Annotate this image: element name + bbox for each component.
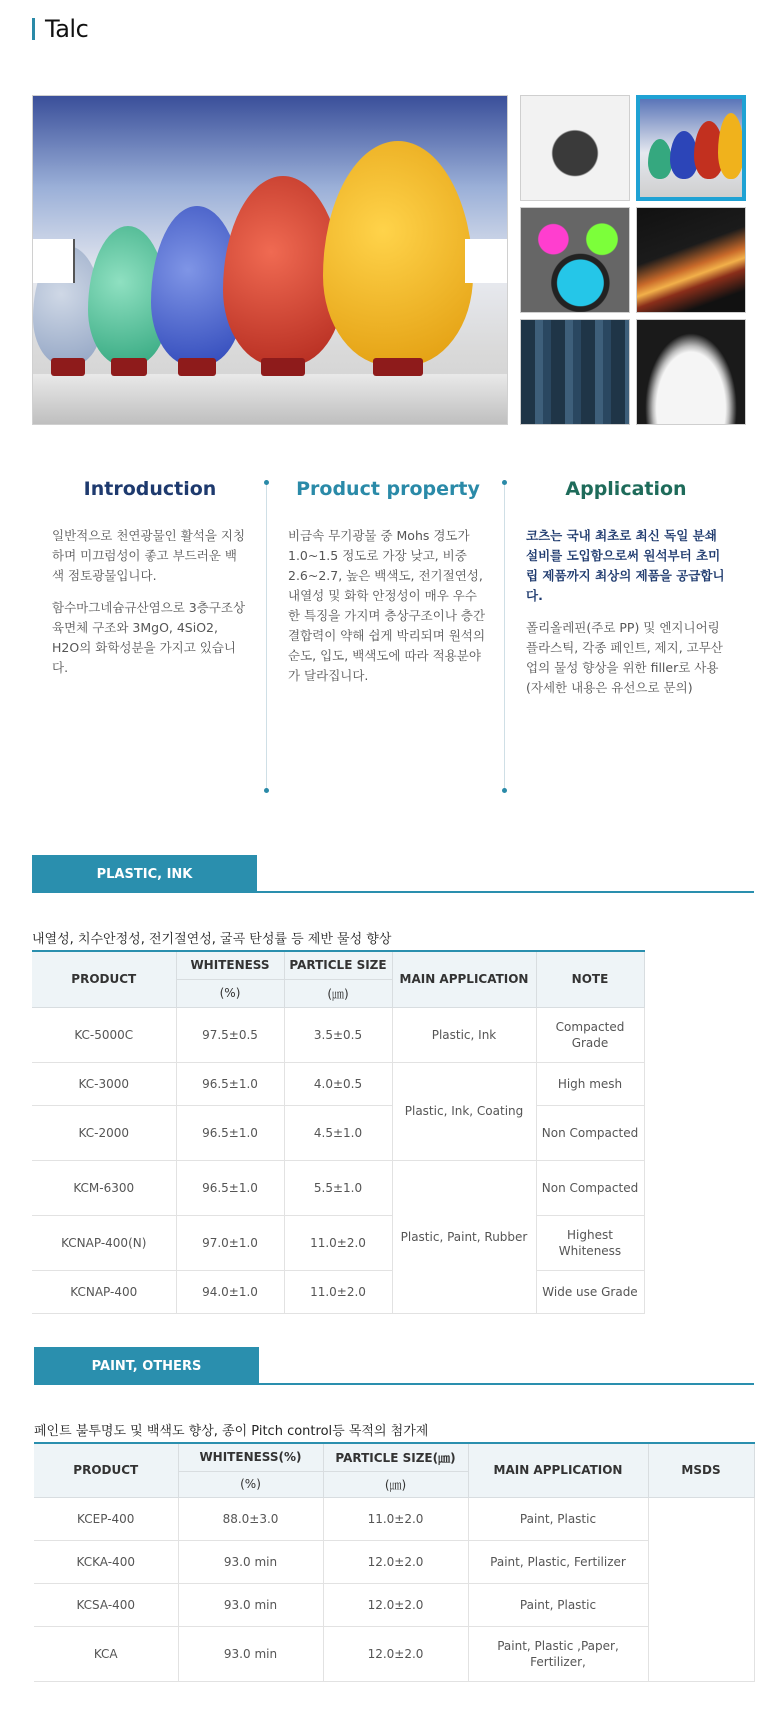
application-lead: 코츠는 국내 최초로 최신 독일 분쇄설비를 도입함으로써 원석부터 초미립 제품까지 최상의 제품을 공급합니다. — [526, 528, 725, 603]
cell-particle: 12.0±2.0 — [323, 1626, 468, 1681]
cell-particle: 4.5±1.0 — [284, 1105, 392, 1160]
plastic-spec-table — [32, 950, 645, 1314]
col-header-msds: MSDS — [648, 1443, 754, 1497]
cell-whiteness: 93.0 min — [178, 1583, 323, 1626]
col-header-whiteness: WHITENESS(%) — [178, 1443, 323, 1471]
col-header-whiteness-unit: (%) — [176, 979, 284, 1007]
talc-powder-thumbnail[interactable] — [636, 319, 746, 425]
paint-section-header — [34, 1347, 754, 1385]
jar-cap — [261, 358, 305, 376]
table-row — [32, 1270, 644, 1313]
cell-note: Wide use Grade — [536, 1270, 644, 1313]
col-header-note: NOTE — [536, 951, 644, 1007]
table-row — [34, 1583, 754, 1626]
cell-particle: 11.0±2.0 — [323, 1497, 468, 1540]
col-header-product: PRODUCT — [32, 951, 176, 1007]
application-column — [516, 478, 736, 710]
cell-particle: 11.0±2.0 — [284, 1270, 392, 1313]
cell-particle: 3.5±0.5 — [284, 1007, 392, 1062]
cell-particle: 11.0±2.0 — [284, 1215, 392, 1270]
cell-whiteness: 97.0±1.0 — [176, 1215, 284, 1270]
cell-product: KCKA-400 — [34, 1540, 178, 1583]
plastic-section-header — [32, 855, 754, 893]
cell-whiteness: 94.0±1.0 — [176, 1270, 284, 1313]
section-rule — [34, 1383, 754, 1385]
property-column — [278, 478, 498, 698]
cell-particle: 12.0±2.0 — [323, 1540, 468, 1583]
col-header-particle: PARTICLE SIZE(㎛) — [323, 1443, 468, 1471]
table-row — [32, 1062, 644, 1105]
col-header-product: PRODUCT — [34, 1443, 178, 1497]
page-title-text: Talc — [45, 15, 89, 43]
cell-note: High mesh — [536, 1062, 644, 1105]
paint-description: 페인트 불투명도 및 백색도 향상, 종이 Pitch control등 목적의 첨가제 — [34, 1424, 429, 1439]
col-header-whiteness-unit: (%) — [178, 1471, 323, 1497]
cell-whiteness: 97.5±0.5 — [176, 1007, 284, 1062]
paint-cans-thumbnail[interactable] — [520, 207, 630, 313]
cell-whiteness: 93.0 min — [178, 1626, 323, 1681]
col-header-particle: PARTICLE SIZE — [284, 951, 392, 979]
table-row — [34, 1497, 754, 1540]
plastic-tab[interactable]: PLASTIC, INK — [32, 855, 257, 893]
table-row — [32, 1007, 644, 1062]
cell-whiteness: 96.5±1.0 — [176, 1062, 284, 1105]
cell-product: KCEP-400 — [34, 1497, 178, 1540]
cell-application: Paint, Plastic, Fertilizer — [468, 1540, 648, 1583]
application-paragraph: 폴리올레핀(주로 PP) 및 엔지니어링 플라스틱, 각종 페인트, 제지, 고무산업의 물성 향상을 위한 filler로 사용(자세한 내용은 유선으로 문의) — [526, 620, 723, 695]
property-heading: Product property — [296, 478, 480, 500]
divider-dot — [264, 480, 269, 485]
table-row — [32, 1160, 644, 1215]
cell-product: KCSA-400 — [34, 1583, 178, 1626]
divider-dot — [264, 788, 269, 793]
cables-thumbnail[interactable] — [636, 207, 746, 313]
cell-whiteness: 88.0±3.0 — [178, 1497, 323, 1540]
plastic-pellets-thumbnail[interactable] — [636, 95, 746, 201]
col-header-particle-unit: (㎛) — [284, 979, 392, 1007]
cell-application: Plastic, Paint, Rubber — [392, 1160, 536, 1313]
cell-note: Highest Whiteness — [536, 1215, 644, 1270]
col-header-application: MAIN APPLICATION — [468, 1443, 648, 1497]
pellet-jar-green — [648, 139, 672, 179]
page-title — [32, 14, 88, 44]
divider-dot — [502, 480, 507, 485]
cell-note: Compacted Grade — [536, 1007, 644, 1062]
cell-product: KCA — [34, 1626, 178, 1681]
cell-application: Paint, Plastic ,Paper, Fertilizer, — [468, 1626, 648, 1681]
section-rule — [32, 891, 754, 893]
introduction-paragraph: 함수마그네슘규산염으로 3층구조상 육면체 구조와 3MgO, 4SiO2, H2O의 화학성분을 가지고 있습니다. — [52, 600, 246, 675]
cell-whiteness: 93.0 min — [178, 1540, 323, 1583]
introduction-column — [40, 478, 260, 690]
jar-cap — [51, 358, 85, 376]
cell-product: KCNAP-400 — [32, 1270, 176, 1313]
cell-whiteness: 96.5±1.0 — [176, 1160, 284, 1215]
gallery-prev-button[interactable] — [33, 239, 75, 283]
gallery-main-image — [32, 95, 508, 425]
cell-whiteness: 96.5±1.0 — [176, 1105, 284, 1160]
cell-particle: 12.0±2.0 — [323, 1583, 468, 1626]
introduction-paragraph: 일반적으로 천연광물인 활석을 지칭하며 미끄럼성이 좋고 부드러운 백색 점토광물입니다. — [52, 528, 246, 583]
cell-note: Non Compacted — [536, 1105, 644, 1160]
cell-product: KCNAP-400(N) — [32, 1215, 176, 1270]
plastic-description: 내열성, 치수안정성, 전기절연성, 굴곡 탄성률 등 제반 물성 향상 — [32, 932, 392, 947]
col-header-application: MAIN APPLICATION — [392, 951, 536, 1007]
cell-product: KC-5000C — [32, 1007, 176, 1062]
col-header-whiteness: WHITENESS — [176, 951, 284, 979]
column-divider — [504, 483, 505, 791]
column-divider — [266, 483, 267, 791]
car-parts-thumbnail[interactable] — [520, 95, 630, 201]
table-row — [34, 1626, 754, 1681]
pellet-jar-yellow — [718, 113, 744, 179]
cell-application: Paint, Plastic — [468, 1583, 648, 1626]
gallery-next-button[interactable] — [465, 239, 507, 283]
cell-application: Plastic, Ink — [392, 1007, 536, 1062]
jar-cap — [111, 358, 147, 376]
property-paragraph: 비금속 무기광물 중 Mohs 경도가 1.0~1.5 정도로 가장 낮고, 비중 2.6~2.7, 높은 백색도, 전기절연성, 내열성 및 화학 안정성이 매우 우수한 특징을 가지며 층상구조이나 층간 결합력이 약해 쉽게 박리되며 원석의 순도, 입도, 백색도에 따라 적용분야가 달라집니다. — [288, 528, 486, 683]
table-row — [32, 1105, 644, 1160]
title-accent-bar — [32, 18, 35, 40]
cell-particle: 4.0±0.5 — [284, 1062, 392, 1105]
cell-msds — [648, 1497, 754, 1681]
table-row — [34, 1540, 754, 1583]
gallery-shelf — [33, 374, 507, 424]
tires-thumbnail[interactable] — [520, 319, 630, 425]
paint-tab[interactable]: PAINT, OTHERS — [34, 1347, 259, 1385]
col-header-particle-unit: (㎛) — [323, 1471, 468, 1497]
cell-particle: 5.5±1.0 — [284, 1160, 392, 1215]
jar-cap — [373, 358, 423, 376]
cell-note: Non Compacted — [536, 1160, 644, 1215]
cell-application: Paint, Plastic — [468, 1497, 648, 1540]
cell-product: KC-2000 — [32, 1105, 176, 1160]
cell-application: Plastic, Ink, Coating — [392, 1062, 536, 1160]
introduction-heading: Introduction — [83, 478, 217, 500]
pellet-jar-yellow — [323, 141, 473, 366]
application-heading: Application — [565, 478, 687, 500]
table-row — [32, 1215, 644, 1270]
cell-product: KCM-6300 — [32, 1160, 176, 1215]
cell-product: KC-3000 — [32, 1062, 176, 1105]
paint-spec-table — [34, 1442, 755, 1682]
divider-dot — [502, 788, 507, 793]
jar-cap — [178, 358, 216, 376]
